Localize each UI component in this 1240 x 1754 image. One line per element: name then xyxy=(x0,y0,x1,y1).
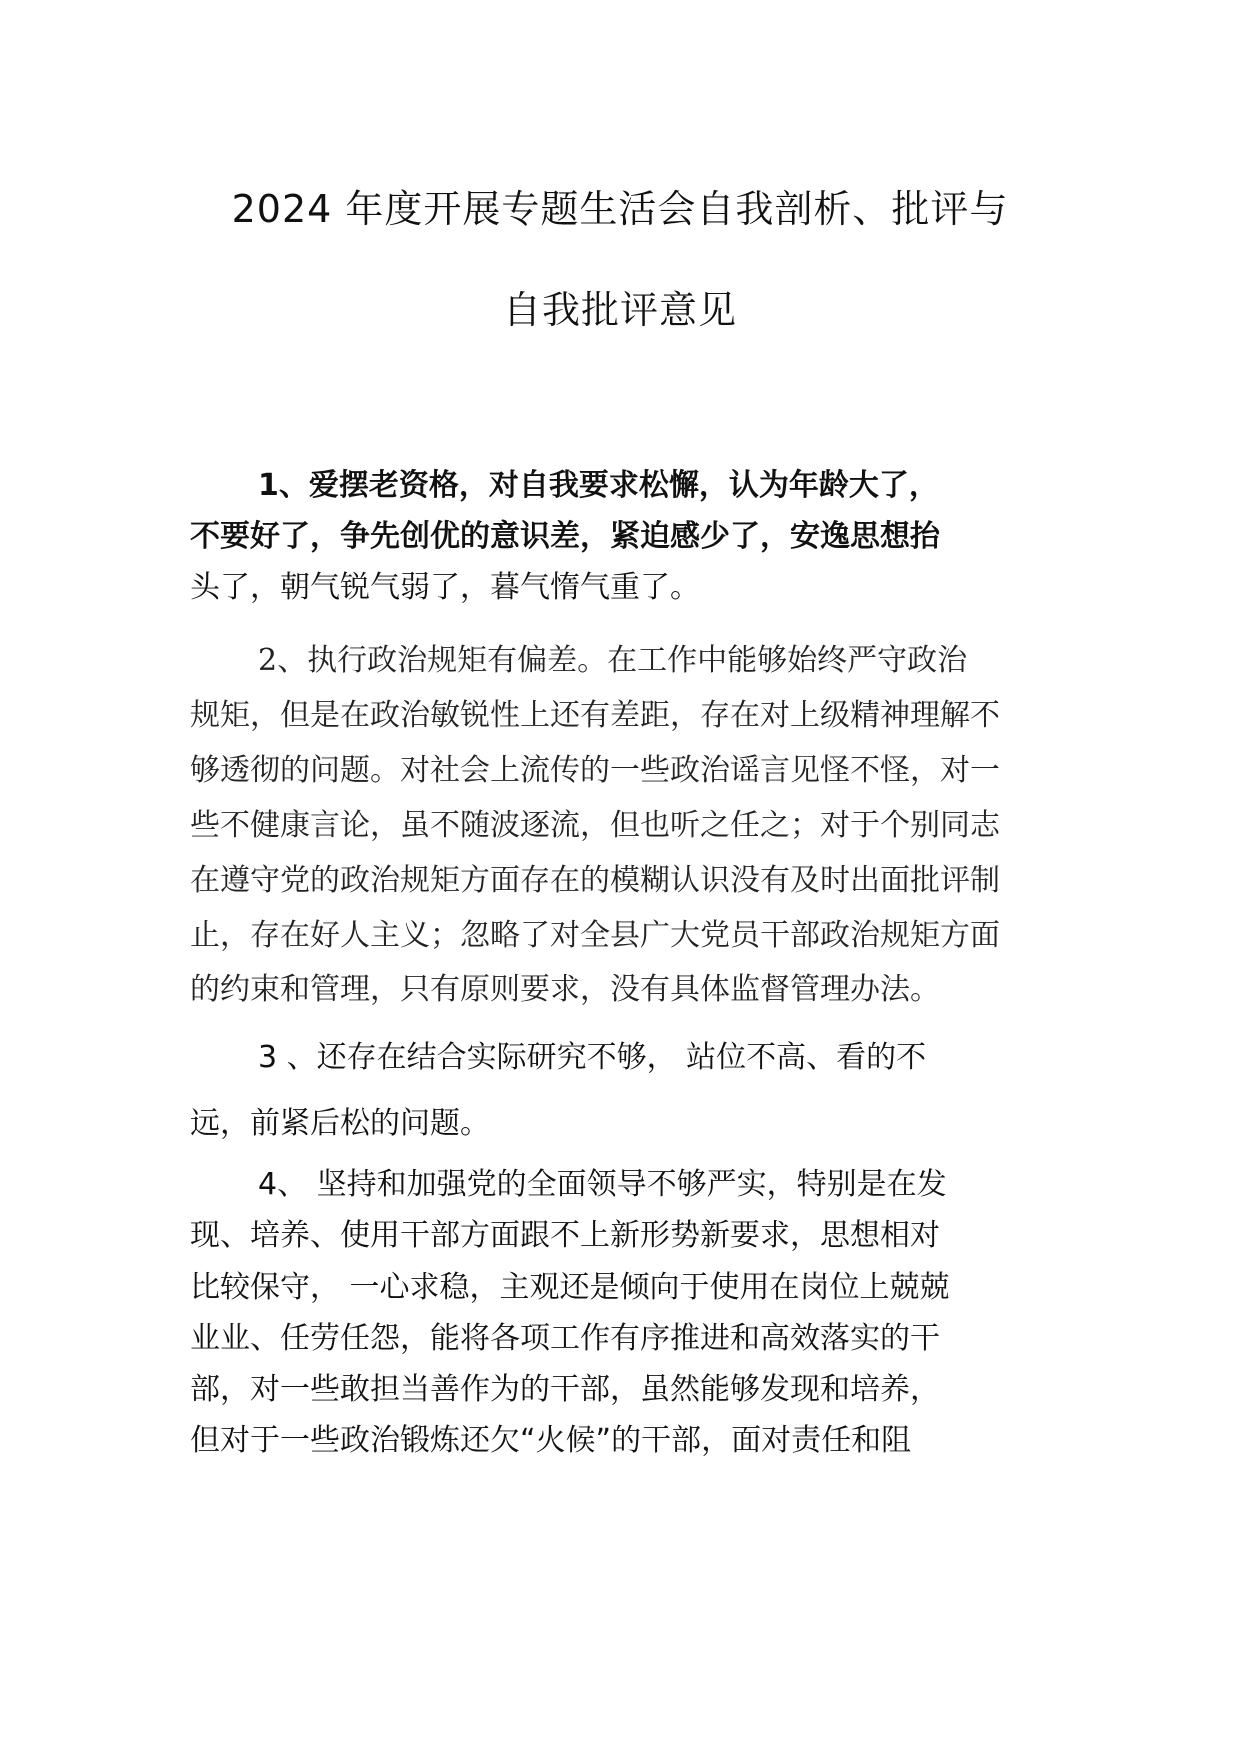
paragraph-4-line-2: 现、培养、使用干部方面跟不上新形势新要求，思想相对 xyxy=(190,1218,940,1253)
paragraph-4-line-4: 业业、任劳任怨，能将各项工作有序推进和高效落实的干 xyxy=(190,1321,940,1356)
paragraph-2-line-5: 在遵守党的政治规矩方面存在的模糊认识没有及时出面批评制 xyxy=(190,863,1000,898)
document-title-line-1: 2024 年度开展专题生活会自我剖析、批评与 xyxy=(231,187,1009,231)
paragraph-1-line-2: 不要好了，争先创优的意识差，紧迫感少了，安逸思想抬 xyxy=(190,519,940,554)
paragraph-4-line-3: 比较保守， 一心求稳，主观还是倾向于使用在岗位上兢兢 xyxy=(190,1270,950,1305)
paragraph-3-line-2: 远，前紧后松的问题。 xyxy=(190,1106,490,1141)
paragraph-4-line-6: 但对于一些政治锻炼还欠“火候”的干部，面对责任和阻 xyxy=(190,1423,912,1458)
paragraph-4-line-5: 部，对一些敢担当善作为的干部，虽然能够发现和培养， xyxy=(190,1372,940,1407)
paragraph-2-line-6: 止，存在好人主义；忽略了对全县广大党员干部政治规矩方面 xyxy=(190,918,1000,953)
paragraph-2-line-4: 些不健康言论，虽不随波逐流，但也听之任之；对于个别同志 xyxy=(190,808,1000,843)
paragraph-2-line-1: 2、执行政治规矩有偏差。在工作中能够始终严守政治 xyxy=(258,643,968,678)
paragraph-2-line-2: 规矩，但是在政治敏锐性上还有差距，存在对上级精神理解不 xyxy=(190,698,1000,733)
document-title-line-2: 自我批评意见 xyxy=(502,288,737,332)
paragraph-2-line-7: 的约束和管理，只有原则要求，没有具体监督管理办法。 xyxy=(190,972,940,1007)
paragraph-1-line-1: 1、爱摆老资格，对自我要求松懈，认为年龄大了， xyxy=(258,468,939,503)
paragraph-4-line-1: 4、 坚持和加强党的全面领导不够严实，特别是在发 xyxy=(258,1167,947,1202)
paragraph-1-line-3: 头了，朝气锐气弱了，暮气惰气重了。 xyxy=(190,570,700,605)
paragraph-2-line-3: 够透彻的问题。对社会上流传的一些政治谣言见怪不怪，对一 xyxy=(190,753,1000,788)
paragraph-3-line-1: 3 、还存在结合实际研究不够， 站位不高、看的不 xyxy=(258,1040,927,1075)
